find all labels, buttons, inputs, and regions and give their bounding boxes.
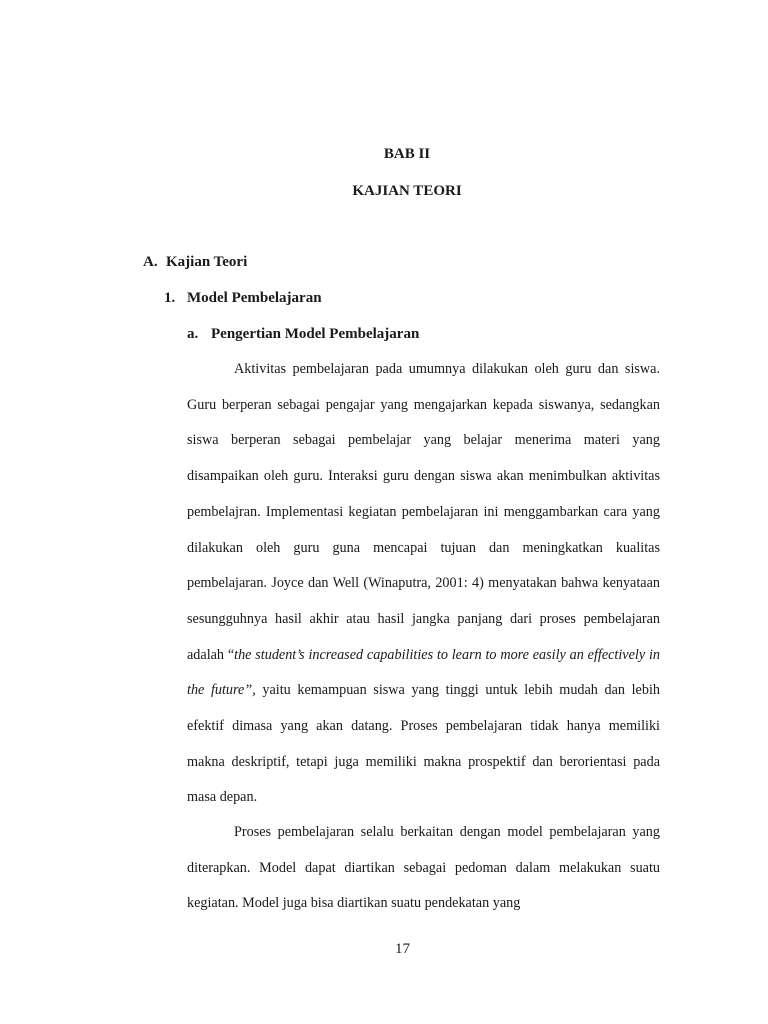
chapter-title: KAJIAN TEORI <box>352 183 462 199</box>
paragraph-1 <box>187 352 660 816</box>
paragraph-1-text-end: yaitu kemampuan siswa yang tinggi untuk lebih mudah dan lebih efektif dimasa yang akan datang. Proses pembelajaran tidak hanya memiliki makna deskriptif, tetapi juga memiliki makna prospektif dan berorientasi pada masa depan. <box>187 682 660 806</box>
section-heading-a <box>143 254 247 271</box>
chapter-number: BAB II <box>383 146 431 162</box>
subsubsection-marker: a. <box>187 326 199 342</box>
paragraph-1-text: Aktivitas pembelajaran pada umumnya dilakukan oleh guru dan siswa. Guru berperan sebagai pengajar yang mengajarkan kepada siswanya, sedangkan siswa berperan sebagai pembelajar yang belajar menerima materi yang disampaikan oleh guru. Interaksi guru dengan siswa akan menimbulkan aktivitas pembelajran. Implementasi kegiatan pembelajaran ini menggambarkan cara yang dilakukan oleh guru guna mencapai tujuan dan meningkatkan kualitas pembelajaran. Joyce dan Well (Winaputra, 2001: 4) menyatakan bahwa kenyataan sesungguhnya hasil akhir atau hasil jangka panjang dari proses pembelajaran adalah “ <box>187 361 660 663</box>
subsection-heading-1 <box>164 290 322 307</box>
paragraph-2: Proses pembelajaran selalu berkaitan dengan model pembelajaran yang diterapkan. Model dapat diartikan sebagai pedoman dalam melakukan suatu kegiatan. Model juga bisa diartikan suatu pendekatan yang <box>187 824 660 912</box>
paragraph-1-quote: the student’s increased capabilities to learn to more easily an effectively in the future”, <box>187 646 660 699</box>
subsection-marker: 1. <box>164 290 176 306</box>
section-title: Kajian Teori <box>166 254 248 270</box>
subsubsection-title: Pengertian Model Pembelajaran <box>211 326 420 342</box>
section-marker: A. <box>143 254 158 270</box>
page-number: 17 <box>395 941 410 957</box>
subsubsection-heading-a <box>187 326 419 343</box>
subsection-title: Model Pembelajaran <box>187 290 322 306</box>
